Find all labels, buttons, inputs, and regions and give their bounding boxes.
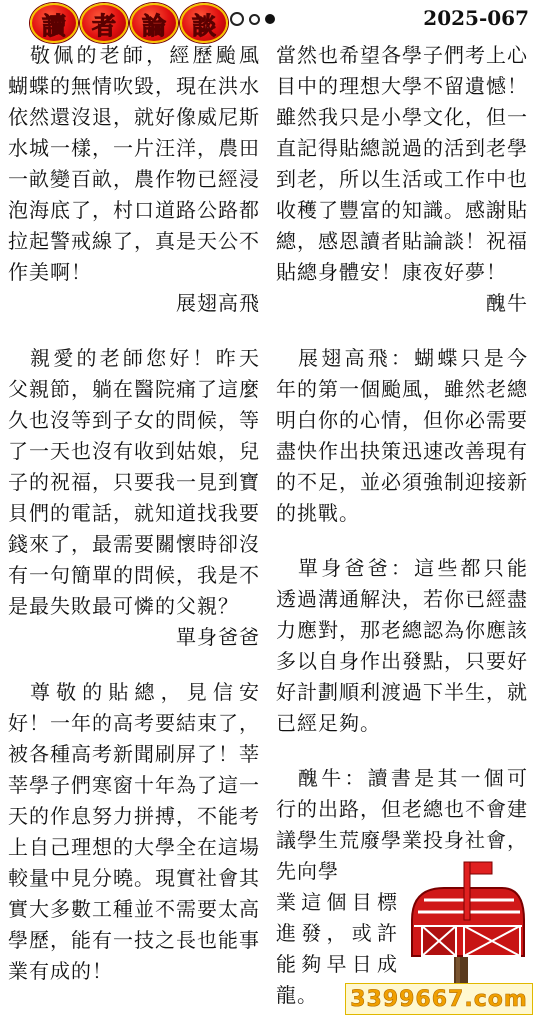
issue-number: 2025-067	[423, 6, 529, 30]
dot-open-small-icon	[249, 14, 260, 25]
title-char: 讀	[30, 3, 78, 43]
letter-continuation: 當然也希望各學子們考上心目中的理想大學不留遺憾！雖然我只是小學文化，但一直記得貼總説過的活到老學到老，所以生活或工作中也收穫了豐富的知識。感謝貼總，感恩讀者貼論談！祝福貼總身體安！康夜好夢！	[276, 43, 528, 284]
dot-filled-icon	[265, 14, 275, 24]
left-column	[8, 40, 260, 987]
reply-text: 單身爸爸：這些都只能透過溝通解決，若你已經盡力應對，那老總認為你應該多以自身作出發點，只要好好計劃順利渡過下半生，就已經足夠。	[276, 556, 528, 735]
column-title	[30, 3, 228, 43]
reply-text: 醜牛：讀書是其一個可行的出路，但老總也不會建議學生荒廢學業投身社會，先向學	[276, 766, 528, 883]
reply-text-tail: 業這個目標進發，或許能夠早日成龍。	[276, 890, 398, 1007]
letter-signature: 展翅高飛	[176, 291, 260, 315]
title-char: 論	[130, 3, 178, 43]
reply-text: 展翅高飛：蝴蝶只是今年的第一個颱風，雖然老總明白你的心情，但你必需要盡快作出抉策迅速改善現有的不足，並必須強制迎接新的挑戰。	[276, 346, 528, 525]
promo-banner: 3399667.com	[345, 983, 533, 1015]
dot-open-icon	[230, 12, 244, 26]
letter-text: 尊敬的貼總，見信安好！一年的高考要結束了，被各種高考新聞刷屏了！莘莘學子們寒窗十年為了這一天的作息努力拼搏，不能考上自己理想的大學全在這場較量中見分曉。現實社會其實大多數工種並不需要太高學歷，能有一技之長也能事業有成的！	[8, 680, 260, 983]
title-char: 談	[180, 3, 228, 43]
letter-text: 親愛的老師您好！昨天父親節，躺在醫院痛了這麼久也沒等到子女的問候，等了一天也沒有收到姑娘，兒子的祝福，只要我一見到寶貝們的電話，就知道找我要錢來了，最需要關懷時卻沒有一句簡單的問候，我是不是最失敗最可憐的父親？	[8, 346, 260, 618]
decorative-dots	[230, 12, 275, 26]
letter-text: 敬佩的老師，經歷颱風蝴蝶的無情吹毀，現在洪水依然還沒退，就好像威尼斯水城一樣，一片汪洋，農田一畝變百畝，農作物已經浸泡海底了，村口道路公路都拉起警戒線了，真是天公不作美啊！	[8, 43, 260, 284]
header	[0, 0, 537, 40]
title-char: 者	[80, 3, 128, 43]
letter-signature: 醜牛	[486, 291, 528, 315]
letter-signature: 單身爸爸	[176, 625, 260, 649]
